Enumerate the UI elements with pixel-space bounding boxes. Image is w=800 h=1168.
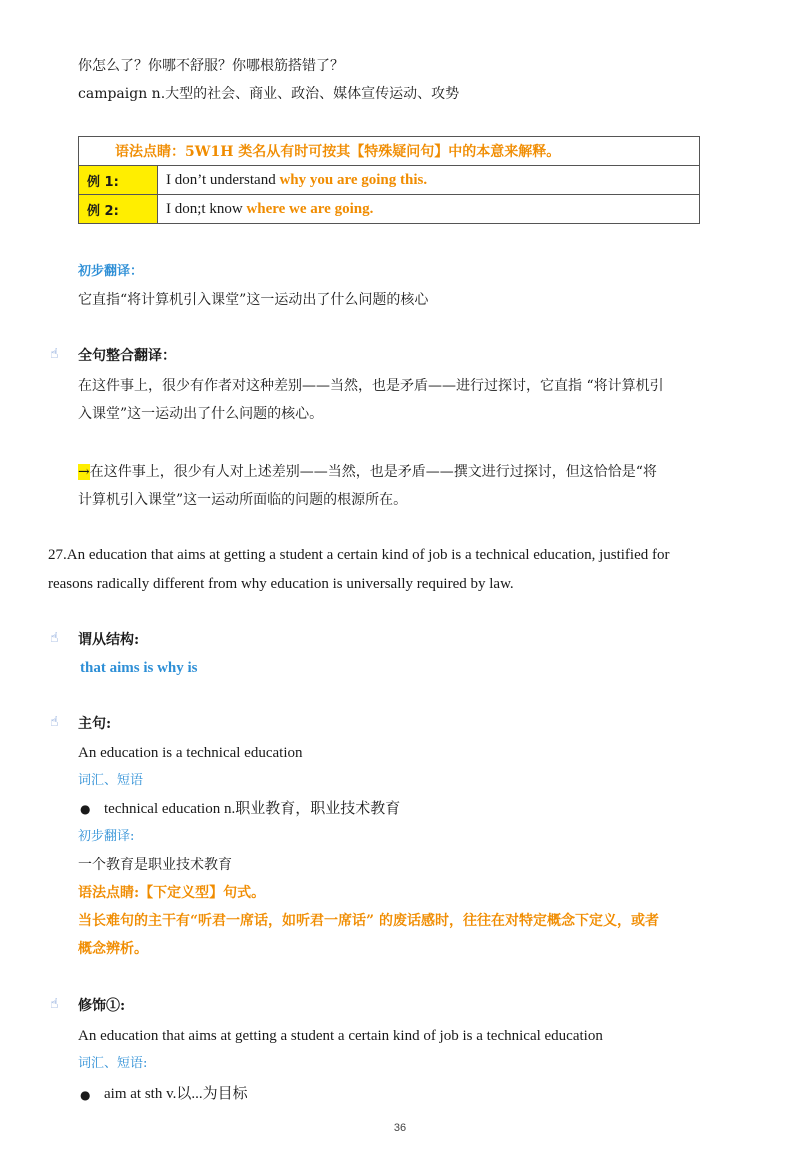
structure-heading: 谓从结构: (78, 632, 140, 648)
example-plain: I don;t know (166, 200, 247, 217)
full-translation-p2-line2: 计算机引入课堂”这一运动所面临的问题的根源所在。 (78, 492, 408, 508)
page-number: 36 (393, 1122, 407, 1134)
intro-line-2: campaign n.大型的社会、商业、政治、媒体宣传运动、攻势 (78, 86, 460, 102)
question-27-line1: 27.An education that aims at getting a student a certain kind of job is a technical education, justified for (48, 547, 670, 563)
table-row (79, 195, 700, 224)
prelim-heading-2: 初步翻译: (78, 829, 135, 844)
example-plain: I don’t understand (166, 171, 280, 188)
p2-line1-text: 在这件事上，很少有人对上述差别——当然，也是矛盾——撰文进行过探讨，但这恰恰是“将 (89, 464, 657, 480)
intro-line-1: 你怎么了？你哪不舒服？你哪根筋搭错了？ (78, 58, 344, 74)
grammar-point-line2: 当长难句的主干有“听君一席话，如听君一席话” 的废话感时，往往在对特定概念下定义，或者 (78, 913, 659, 929)
prelim-text: 它直指“将计算机引入课堂”这一运动出了什么问题的核心 (78, 292, 429, 308)
full-translation-p2-line1 (78, 462, 657, 482)
vocab-heading-2: 词汇、短语: (78, 1056, 148, 1071)
full-translation-p1-line1: 在这件事上，很少有作者对这种差别——当然，也是矛盾——进行过探讨，它直指 “将计算机引 (78, 378, 664, 394)
modifier-1-sentence: An education that aims at getting a student a certain kind of job is a technical education (78, 1028, 603, 1044)
vocab-item-2: aim at sth v.以...为目标 (104, 1086, 248, 1102)
vocab-heading: 词汇、短语 (78, 773, 144, 788)
bullet-icon: ● (80, 1088, 91, 1102)
example-label: 例 1: (79, 166, 158, 195)
example-text (158, 166, 700, 195)
grammar-point-line3: 概念辨析。 (78, 941, 148, 957)
table-row (79, 166, 700, 195)
example-highlight: why you are going this. (279, 171, 428, 188)
hand-pointer-icon: ☝ (50, 996, 59, 1012)
main-clause-heading: 主句: (78, 716, 112, 732)
example-label: 例 2: (79, 195, 158, 224)
modifier-1-heading: 修饰①: (78, 998, 126, 1014)
grammar-point-heading: 语法点睛:【下定义型】句式。 (78, 885, 266, 901)
prelim-heading: 初步翻译： (78, 264, 144, 279)
hand-pointer-icon: ☝ (50, 714, 59, 730)
prelim-text-2: 一个教育是职业技术教育 (78, 857, 232, 873)
vocab-item: technical education n.职业教育，职业技术教育 (104, 801, 401, 817)
arrow-icon: → (78, 464, 90, 480)
grammar-table (78, 136, 700, 224)
structure-text: that aims is why is (80, 660, 198, 676)
question-27-line2: reasons radically different from why education is universally required by law. (48, 576, 514, 592)
hand-pointer-icon: ☝ (50, 346, 59, 362)
full-translation-p1-line2: 入课堂”这一运动出了什么问题的核心。 (78, 406, 324, 422)
main-clause-sentence: An education is a technical education (78, 745, 303, 761)
hand-pointer-icon: ☝ (50, 630, 59, 646)
example-highlight: where we are going. (246, 200, 374, 217)
grammar-table-header: 语法点睛：5W1H 类名从有时可按其【特殊疑问句】中的本意来解释。 (79, 137, 700, 166)
full-translation-heading: 全句整合翻译： (78, 348, 176, 364)
example-text (158, 195, 700, 224)
bullet-icon: ● (80, 802, 91, 816)
